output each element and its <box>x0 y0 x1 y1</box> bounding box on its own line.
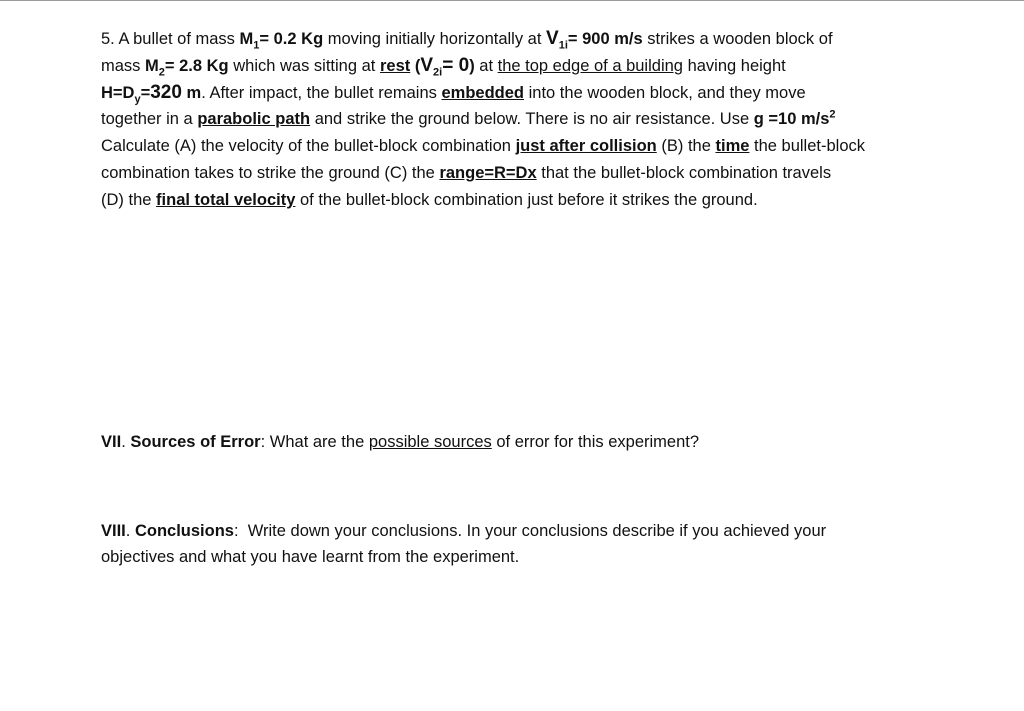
gravity-superscript: 2 <box>829 108 836 121</box>
problem-text: mass <box>101 57 141 75</box>
section-7-dot: . <box>121 433 126 451</box>
height-subscript: y <box>134 93 141 106</box>
problem-text: moving initially horizontally at <box>327 30 542 48</box>
possible-sources-term: possible sources <box>368 433 492 451</box>
velocity-1-value: = 900 m/s <box>567 30 643 48</box>
just-after-collision-term: just after collision <box>515 137 657 155</box>
section-7-text: of error for this experiment? <box>496 433 700 451</box>
paren-close: ) <box>469 57 475 75</box>
document-body <box>101 26 941 566</box>
parabolic-path-term: parabolic path <box>197 110 311 128</box>
section-7-text: What are the <box>269 433 365 451</box>
problem-number: 5. <box>101 30 115 48</box>
problem-text: having height <box>687 57 786 75</box>
section-8-numeral: VIII <box>101 522 126 540</box>
problem-text: . After impact, the bullet remains <box>201 84 437 102</box>
section-conclusions <box>101 518 826 570</box>
section-8-title: Conclusions <box>134 522 234 540</box>
height-expression <box>101 82 202 106</box>
velocity-2-symbol: V <box>420 55 434 76</box>
mass-2-symbol: M <box>145 57 159 75</box>
problem-text: strikes a wooden block of <box>647 30 833 48</box>
height-unit: m <box>186 84 202 102</box>
mass-1-symbol: M <box>239 30 254 48</box>
section-7-title: Sources of Error <box>130 433 261 451</box>
problem-line-2 <box>101 53 941 80</box>
velocity-1-symbol: V <box>546 28 559 49</box>
mass-2-value: = 2.8 Kg <box>164 57 229 75</box>
mass-2-subscript: 2 <box>158 66 165 79</box>
mass-1 <box>239 30 324 52</box>
velocity-2-subscript: 2i <box>433 66 443 79</box>
section-8-dot: . <box>125 522 131 540</box>
gravity-value <box>754 110 836 128</box>
height-equals: = <box>140 84 151 102</box>
section-8-line-1 <box>101 518 826 544</box>
section-sources-of-error <box>101 429 699 455</box>
mass-1-subscript: 1 <box>253 39 260 52</box>
problem-line-5 <box>101 134 941 161</box>
problem-text: at <box>479 57 494 75</box>
top-edge-term: the top edge of a building <box>497 57 683 75</box>
mass-2 <box>145 57 229 79</box>
problem-text: together in a <box>101 110 193 128</box>
section-8-text: Write down your conclusions. In your conclusions describe if you achieved your <box>247 522 827 540</box>
problem-line-6 <box>101 161 941 188</box>
time-term: time <box>715 137 750 155</box>
gravity-text: g =10 m/s <box>753 110 830 128</box>
problem-text: into the wooden block, and they move <box>528 84 806 102</box>
section-8-text: objectives and what you have learnt from the experiment. <box>101 548 520 566</box>
problem-5 <box>101 26 941 215</box>
problem-text: combination takes to strike the ground (C) the <box>101 164 435 182</box>
problem-text: Calculate (A) the velocity of the bullet-block combination <box>101 137 511 155</box>
problem-line-1 <box>101 26 941 53</box>
section-8-line-2 <box>101 544 826 570</box>
problem-text: (D) the <box>101 191 152 209</box>
problem-line-4 <box>101 107 941 134</box>
section-7-colon: : <box>260 433 266 451</box>
final-velocity-term: final total velocity <box>156 191 296 209</box>
problem-text: A bullet of mass <box>118 30 235 48</box>
top-border-line <box>0 0 1024 1</box>
problem-text: which was sitting at <box>233 57 376 75</box>
paren-open: ( <box>414 57 421 75</box>
velocity-1 <box>546 28 643 52</box>
height-value: 320 <box>150 82 182 103</box>
problem-text: of the bullet-block combination just before it strikes the ground. <box>300 191 758 209</box>
problem-text: the bullet-block <box>754 137 865 155</box>
height-symbol: H=D <box>101 84 135 102</box>
section-8-colon: : <box>233 522 239 540</box>
embedded-term: embedded <box>441 84 525 102</box>
velocity-1-subscript: 1i <box>558 39 568 52</box>
problem-text: and strike the ground below. There is no air resistance. Use <box>314 110 750 128</box>
range-term: range=R=Dx <box>439 164 537 182</box>
rest-term: rest <box>379 57 411 75</box>
problem-text: that the bullet-block combination travels <box>541 164 832 182</box>
problem-text: (B) the <box>661 137 711 155</box>
section-7-line <box>101 429 699 455</box>
problem-line-7 <box>101 188 941 215</box>
mass-1-value: = 0.2 Kg <box>259 30 324 48</box>
velocity-2 <box>414 55 475 79</box>
velocity-2-value: = 0 <box>442 55 470 76</box>
problem-line-3 <box>101 80 941 107</box>
section-7-numeral: VII <box>101 433 122 451</box>
